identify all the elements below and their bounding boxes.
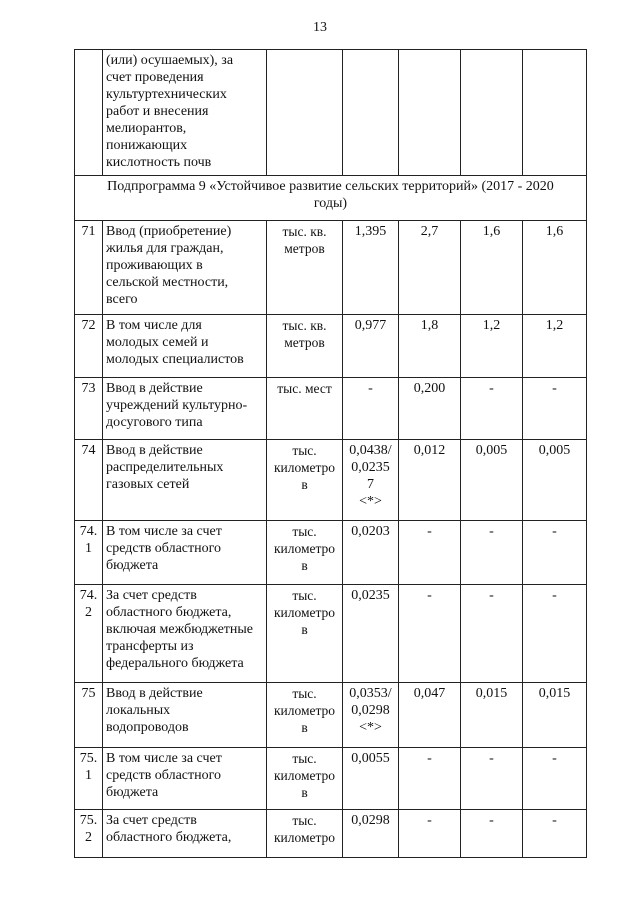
value-cell: 0,0055 — [343, 748, 399, 810]
value-cell: - — [399, 521, 461, 585]
value-cell: - — [523, 810, 587, 858]
table-row — [75, 315, 587, 378]
indicator-name-cell: Ввод в действие локальных водопроводов — [103, 683, 267, 748]
row-number-cell: 74. 2 — [75, 585, 103, 683]
value-cell — [399, 50, 461, 176]
value-cell: 0,047 — [399, 683, 461, 748]
table-row — [75, 440, 587, 521]
value-cell: 1,395 — [343, 221, 399, 315]
table-row — [75, 585, 587, 683]
value-cell: 0,012 — [399, 440, 461, 521]
row-number-cell: 75. 2 — [75, 810, 103, 858]
indicator-name-cell: Ввод (приобретение) жилья для граждан, проживающих в сельской местности, всего — [103, 221, 267, 315]
page-number: 13 — [313, 20, 327, 35]
unit-cell: тыс. километро в — [267, 683, 343, 748]
value-cell: 2,7 — [399, 221, 461, 315]
indicator-name-cell: За счет средств областного бюджета, включая межбюджетные трансферты из федерального бюджета — [103, 585, 267, 683]
indicator-table — [74, 49, 587, 858]
row-number-cell: 71 — [75, 221, 103, 315]
unit-cell — [267, 50, 343, 176]
value-cell: 1,2 — [523, 315, 587, 378]
indicator-name-cell: В том числе за счет средств областного бюджета — [103, 748, 267, 810]
unit-cell: тыс. километро в — [267, 440, 343, 521]
unit-cell: тыс. кв. метров — [267, 221, 343, 315]
row-number-cell: 74 — [75, 440, 103, 521]
indicator-name-cell: Ввод в действие учреждений культурно- досугового типа — [103, 378, 267, 440]
value-cell: 0,0298 — [343, 810, 399, 858]
value-cell: 0,0235 — [343, 585, 399, 683]
row-number-cell — [75, 50, 103, 176]
unit-cell: тыс. мест — [267, 378, 343, 440]
value-cell: - — [399, 810, 461, 858]
value-cell: - — [461, 585, 523, 683]
row-number-cell: 74. 1 — [75, 521, 103, 585]
indicator-name-cell: (или) осушаемых), за счет проведения культуртехнических работ и внесения мелиорантов, понижающих кислотность почв — [103, 50, 267, 176]
value-cell: - — [523, 378, 587, 440]
row-number-cell: 75. 1 — [75, 748, 103, 810]
value-cell: - — [523, 521, 587, 585]
value-cell: 0,005 — [461, 440, 523, 521]
value-cell: - — [461, 810, 523, 858]
value-cell: - — [343, 378, 399, 440]
value-cell: 0,005 — [523, 440, 587, 521]
value-cell: 1,6 — [461, 221, 523, 315]
unit-cell: тыс. километро в — [267, 748, 343, 810]
subprogram-row — [75, 176, 587, 221]
value-cell: - — [461, 748, 523, 810]
value-cell — [343, 50, 399, 176]
value-cell: 1,2 — [461, 315, 523, 378]
subprogram-heading: Подпрограмма 9 «Устойчивое развитие сельских территорий» (2017 - 2020 годы) — [75, 176, 587, 221]
value-cell: 1,6 — [523, 221, 587, 315]
value-cell: 0,015 — [461, 683, 523, 748]
value-cell: 0,0203 — [343, 521, 399, 585]
value-cell: 0,0353/ 0,0298 <*> — [343, 683, 399, 748]
value-cell: 0,0438/ 0,0235 7 <*> — [343, 440, 399, 521]
table-row — [75, 810, 587, 858]
row-number-cell: 72 — [75, 315, 103, 378]
unit-cell: тыс. километро в — [267, 585, 343, 683]
unit-cell: тыс. километро — [267, 810, 343, 858]
value-cell: - — [461, 521, 523, 585]
indicator-name-cell: В том числе для молодых семей и молодых специалистов — [103, 315, 267, 378]
table-row — [75, 521, 587, 585]
row-number-cell: 73 — [75, 378, 103, 440]
table-row — [75, 683, 587, 748]
indicator-name-cell: Ввод в действие распределительных газовых сетей — [103, 440, 267, 521]
table-row — [75, 221, 587, 315]
value-cell: - — [523, 585, 587, 683]
value-cell: - — [461, 378, 523, 440]
indicator-name-cell: В том числе за счет средств областного бюджета — [103, 521, 267, 585]
value-cell: - — [399, 748, 461, 810]
row-number-cell: 75 — [75, 683, 103, 748]
value-cell: 0,200 — [399, 378, 461, 440]
unit-cell: тыс. кв. метров — [267, 315, 343, 378]
table-row — [75, 748, 587, 810]
value-cell: 0,015 — [523, 683, 587, 748]
value-cell: 1,8 — [399, 315, 461, 378]
value-cell — [461, 50, 523, 176]
indicator-name-cell: За счет средств областного бюджета, — [103, 810, 267, 858]
unit-cell: тыс. километро в — [267, 521, 343, 585]
table-row — [75, 378, 587, 440]
table-row — [75, 50, 587, 176]
value-cell: - — [523, 748, 587, 810]
value-cell: - — [399, 585, 461, 683]
value-cell — [523, 50, 587, 176]
value-cell: 0,977 — [343, 315, 399, 378]
